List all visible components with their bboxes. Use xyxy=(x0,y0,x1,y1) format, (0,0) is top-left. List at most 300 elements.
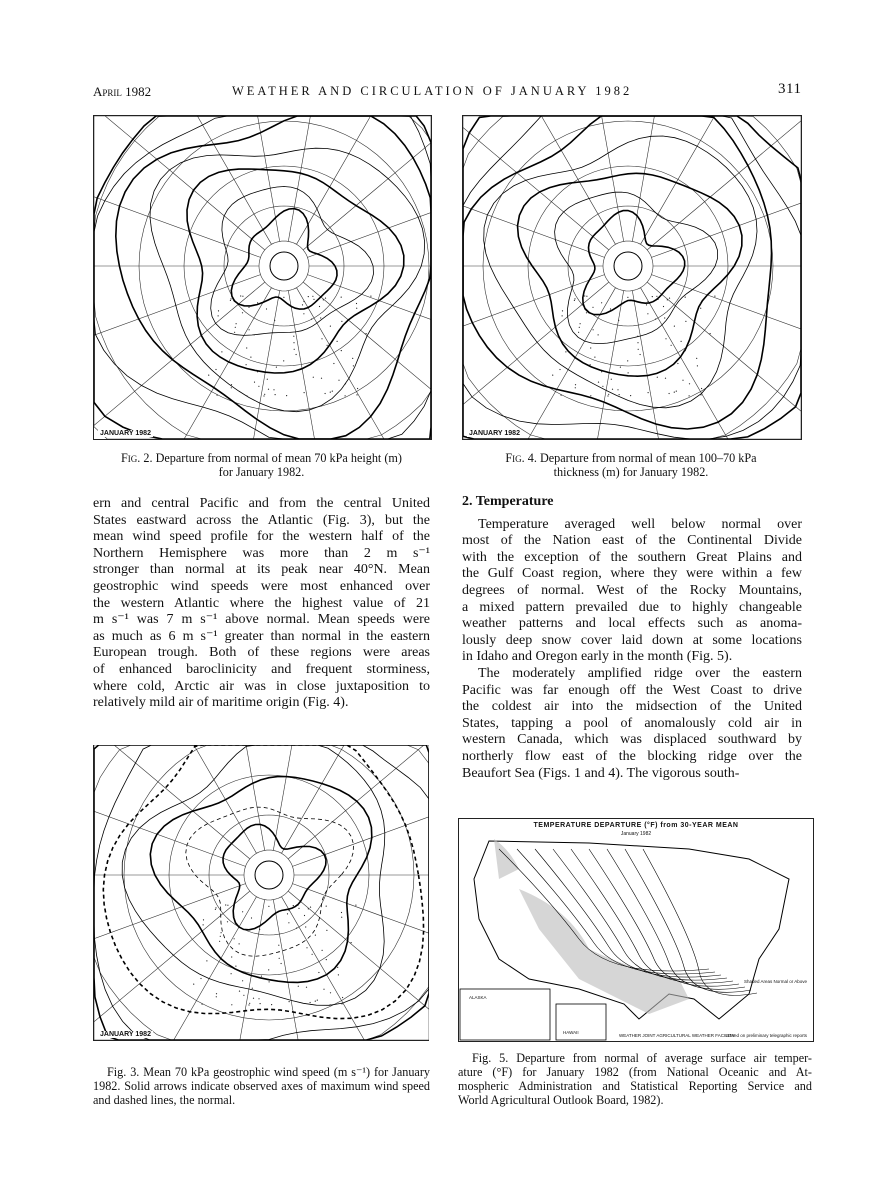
land-stipple xyxy=(310,907,311,908)
land-stipple xyxy=(592,307,593,308)
land-stipple xyxy=(337,341,338,342)
land-stipple xyxy=(323,989,324,990)
land-stipple xyxy=(355,905,356,906)
land-stipple xyxy=(320,317,321,318)
land-stipple xyxy=(701,388,702,389)
land-stipple xyxy=(326,930,327,931)
land-stipple xyxy=(231,384,232,385)
land-stipple xyxy=(218,310,219,311)
text-line: Temperature averaged well below normal over xyxy=(478,516,802,532)
land-stipple xyxy=(278,945,279,946)
longitude-line xyxy=(282,745,345,853)
text-line: western Canada, which was displaced southward by xyxy=(462,732,802,748)
shaded-normal-area xyxy=(494,839,519,879)
land-stipple xyxy=(657,299,658,300)
land-stipple xyxy=(700,394,701,395)
land-stipple xyxy=(296,928,297,929)
land-stipple xyxy=(267,379,268,380)
land-stipple xyxy=(242,911,243,912)
map-subtitle: January 1982 xyxy=(620,831,652,837)
land-stipple xyxy=(637,342,638,343)
land-stipple xyxy=(586,296,587,297)
land-stipple xyxy=(263,395,264,396)
longitude-line xyxy=(94,884,246,939)
longitude-line xyxy=(246,745,265,850)
land-stipple xyxy=(294,349,295,350)
north-pole-marker xyxy=(614,252,642,280)
land-stipple xyxy=(258,386,259,387)
north-pole-marker xyxy=(270,252,298,280)
land-stipple xyxy=(288,910,289,911)
figure-3-caption xyxy=(93,1065,430,1107)
land-stipple xyxy=(242,296,243,297)
text-line: The moderately amplified ridge over the eastern xyxy=(478,665,802,681)
land-stipple xyxy=(312,296,313,297)
text-line: of enhanced baroclinicity and frequent storminess, xyxy=(93,661,430,677)
text-line: mean wind speed profile for the western half of the xyxy=(93,529,430,545)
land-stipple xyxy=(657,377,658,378)
left-column-text xyxy=(93,496,430,712)
land-stipple xyxy=(330,392,331,393)
land-stipple xyxy=(298,908,299,909)
longitude-line xyxy=(647,121,801,250)
land-stipple xyxy=(598,382,599,383)
land-stipple xyxy=(610,308,611,309)
land-stipple xyxy=(594,357,595,358)
longitude-line xyxy=(282,897,365,1040)
longitude-line xyxy=(254,291,280,439)
land-stipple xyxy=(330,326,331,327)
map-legend: Shaded Areas Normal or Above xyxy=(743,979,807,984)
land-stipple xyxy=(628,372,629,373)
land-stipple xyxy=(217,395,218,396)
land-stipple xyxy=(647,313,648,314)
land-stipple xyxy=(341,321,342,322)
longitude-line xyxy=(641,288,728,439)
land-stipple xyxy=(284,372,285,373)
text-line: where cold, Arctic air was in close juxtaposition to xyxy=(93,678,430,694)
land-stipple xyxy=(248,1004,249,1005)
caption-text: ature (°F) for January 1982 (from National Oceanic and At- xyxy=(458,1065,812,1079)
land-stipple xyxy=(274,320,275,321)
land-stipple xyxy=(685,350,686,351)
land-stipple xyxy=(311,319,312,320)
land-stipple xyxy=(298,986,299,987)
text-line: the Gulf Coast region, where they were within a few xyxy=(462,566,802,582)
land-stipple xyxy=(315,1001,316,1002)
contour-line xyxy=(94,745,429,1040)
map-title: TEMPERATURE DEPARTURE (°F) from 30-YEAR MEAN xyxy=(533,822,739,829)
land-stipple xyxy=(584,295,585,296)
longitude-line xyxy=(647,282,801,411)
text-line: degrees of normal. West of the Rocky Mountains, xyxy=(462,582,802,598)
map-date-label: JANUARY 1982 xyxy=(469,430,520,437)
longitude-line xyxy=(94,891,250,1022)
land-stipple xyxy=(243,995,244,996)
caption-label: Fig. 4. xyxy=(505,451,537,465)
land-stipple xyxy=(648,392,649,393)
land-stipple xyxy=(200,978,201,979)
land-stipple xyxy=(321,338,322,339)
text-line: as much as 6 m s⁻¹ greater than normal in the eastern xyxy=(93,628,430,644)
longitude-line xyxy=(288,891,429,1009)
land-stipple xyxy=(607,395,608,396)
land-stipple xyxy=(231,1004,232,1005)
land-stipple xyxy=(257,302,258,303)
text-line: most of the Nation east of the Continental Divide xyxy=(462,533,802,549)
land-stipple xyxy=(370,296,371,297)
land-stipple xyxy=(323,299,324,300)
page-number: 311 xyxy=(778,81,802,97)
land-stipple xyxy=(306,947,307,948)
longitude-line xyxy=(288,745,424,859)
land-stipple xyxy=(216,996,217,997)
longitude-line xyxy=(308,275,432,320)
land-stipple xyxy=(655,319,656,320)
caption-text: thickness (m) for January 1982. xyxy=(553,465,709,479)
latitude-circle xyxy=(94,116,431,439)
land-stipple xyxy=(260,1003,261,1004)
land-stipple xyxy=(578,332,579,333)
land-stipple xyxy=(357,388,358,389)
contour-line xyxy=(94,116,431,439)
land-stipple xyxy=(667,299,668,300)
land-stipple xyxy=(203,919,204,920)
map-date-label: JANUARY 1982 xyxy=(100,430,151,437)
land-stipple xyxy=(286,395,287,396)
land-stipple xyxy=(193,984,194,985)
land-stipple xyxy=(288,922,289,923)
land-stipple xyxy=(689,395,690,396)
land-stipple xyxy=(341,297,342,298)
land-stipple xyxy=(319,306,320,307)
figure-4-caption xyxy=(462,451,800,479)
land-stipple xyxy=(215,909,216,910)
caption-text: Departure from normal of mean 100–70 kPa xyxy=(539,451,757,465)
caption-text: and dashed lines, the normal. xyxy=(93,1093,236,1107)
land-stipple xyxy=(293,336,294,337)
figure-5-map xyxy=(458,818,814,1042)
land-stipple xyxy=(303,313,304,314)
text-line: the coldest air into the midsection of the United xyxy=(462,699,802,715)
text-line: ern and central Pacific and from the central United xyxy=(93,496,430,511)
land-stipple xyxy=(306,987,307,988)
land-stipple xyxy=(356,303,357,304)
land-stipple xyxy=(590,347,591,348)
land-stipple xyxy=(268,969,269,970)
land-stipple xyxy=(352,358,353,359)
longitude-line xyxy=(293,817,430,867)
land-stipple xyxy=(293,905,294,906)
land-stipple xyxy=(620,367,621,368)
section-heading: 2. Temperature xyxy=(462,494,554,509)
land-stipple xyxy=(257,371,258,372)
land-stipple xyxy=(579,327,580,328)
text-line: m s⁻¹ was 7 m s⁻¹ above normal. Mean speeds were xyxy=(93,612,430,628)
land-stipple xyxy=(552,375,553,376)
text-line: States eastward across the Atlantic (Fig. 3), but the xyxy=(93,512,430,528)
land-stipple xyxy=(279,958,280,959)
land-stipple xyxy=(271,1004,272,1005)
us-temperature-map xyxy=(459,819,813,1041)
land-stipple xyxy=(231,387,232,388)
land-stipple xyxy=(326,906,327,907)
land-stipple xyxy=(227,905,228,906)
inset-alaska-label: ALASKA xyxy=(469,995,487,1000)
land-stipple xyxy=(664,317,665,318)
land-stipple xyxy=(254,382,255,383)
land-stipple xyxy=(590,364,591,365)
land-stipple xyxy=(574,300,575,301)
land-stipple xyxy=(341,917,342,918)
longitude-line xyxy=(641,116,715,244)
text-line: lously deep snow cover laid down at some locations xyxy=(462,632,802,648)
land-stipple xyxy=(248,307,249,308)
land-stipple xyxy=(302,304,303,305)
land-stipple xyxy=(351,942,352,943)
land-stipple xyxy=(710,333,711,334)
land-stipple xyxy=(561,395,562,396)
inset-hawaii-label: HAWAII xyxy=(563,1030,579,1035)
land-stipple xyxy=(682,380,683,381)
text-line: States, tapping a pool of anomalously cold air in xyxy=(462,715,802,731)
land-stipple xyxy=(345,395,346,396)
land-stipple xyxy=(601,302,602,303)
land-stipple xyxy=(269,981,270,982)
land-stipple xyxy=(575,387,576,388)
land-stipple xyxy=(612,389,613,390)
land-stipple xyxy=(293,342,294,343)
longitude-line xyxy=(632,116,654,241)
longitude-line xyxy=(273,745,292,850)
land-stipple xyxy=(326,959,327,960)
text-line: relatively mild air of maritime origin (Fig. 4). xyxy=(93,695,349,711)
land-stipple xyxy=(325,393,326,394)
figure-4-map xyxy=(462,115,802,440)
land-stipple xyxy=(342,997,343,998)
land-stipple xyxy=(601,371,602,372)
land-stipple xyxy=(322,950,323,951)
land-stipple xyxy=(313,377,314,378)
land-stipple xyxy=(562,315,563,316)
land-stipple xyxy=(227,921,228,922)
polar-map-fig4 xyxy=(463,116,801,439)
latitude-circle xyxy=(94,745,429,1040)
land-stipple xyxy=(669,298,670,299)
land-stipple xyxy=(276,367,277,368)
text-line: Beaufort Sea (Figs. 1 and 4). The vigorous south- xyxy=(462,765,740,781)
land-stipple xyxy=(663,306,664,307)
caption-text: mospheric Administration and Statistical Reporting Service and xyxy=(458,1079,812,1093)
land-stipple xyxy=(239,991,240,992)
land-stipple xyxy=(202,1004,203,1005)
running-header-title: WEATHER AND CIRCULATION OF JANUARY 1982 xyxy=(232,84,633,98)
land-stipple xyxy=(353,365,354,366)
land-stipple xyxy=(676,391,677,392)
land-stipple xyxy=(225,904,226,905)
land-stipple xyxy=(242,980,243,981)
text-line: weather patterns and local effects such as anoma- xyxy=(462,616,802,632)
land-stipple xyxy=(580,323,581,324)
land-stipple xyxy=(618,320,619,321)
text-line: northerly flow east of the blocking ridge over the xyxy=(462,748,802,764)
land-stipple xyxy=(669,393,670,394)
land-stipple xyxy=(637,336,638,337)
caption-text: Fig. 3. Mean 70 kPa geostrophic wind speed (m s⁻¹) for January xyxy=(107,1065,430,1079)
land-stipple xyxy=(674,326,675,327)
right-column-text xyxy=(462,494,802,782)
land-stipple xyxy=(216,993,217,994)
land-stipple xyxy=(281,963,282,964)
land-stipple xyxy=(318,972,319,973)
land-stipple xyxy=(611,379,612,380)
land-stipple xyxy=(714,296,715,297)
land-stipple xyxy=(330,992,331,993)
land-stipple xyxy=(602,386,603,387)
land-stipple xyxy=(313,299,314,300)
longitude-line xyxy=(463,128,609,250)
longitude-line xyxy=(258,116,280,241)
land-stipple xyxy=(266,308,267,309)
land-stipple xyxy=(696,358,697,359)
land-stipple xyxy=(315,935,316,936)
land-stipple xyxy=(317,1000,318,1001)
land-stipple xyxy=(231,973,232,974)
land-stipple xyxy=(627,297,628,298)
land-stipple xyxy=(219,941,220,942)
land-stipple xyxy=(310,1002,311,1003)
figure-3-map xyxy=(93,745,429,1041)
land-stipple xyxy=(685,321,686,322)
land-stipple xyxy=(203,924,204,925)
land-stipple xyxy=(356,394,357,395)
figure-5-caption xyxy=(458,1051,812,1107)
land-stipple xyxy=(332,391,333,392)
land-stipple xyxy=(689,383,690,384)
land-stipple xyxy=(646,304,647,305)
land-stipple xyxy=(327,345,328,346)
land-stipple xyxy=(303,301,304,302)
land-stipple xyxy=(259,929,260,930)
land-stipple xyxy=(289,1001,290,1002)
land-stipple xyxy=(215,369,216,370)
caption-label: Fig. 2. xyxy=(121,451,153,465)
text-line: Northern Hemisphere was more than 2 m s⁻¹ xyxy=(93,545,430,561)
latitude-circle xyxy=(94,116,431,439)
land-stipple xyxy=(325,298,326,299)
land-stipple xyxy=(251,917,252,918)
longitude-line xyxy=(94,275,261,336)
land-stipple xyxy=(221,932,222,933)
land-stipple xyxy=(239,943,240,944)
caption-text: World Agricultural Outlook Board, 1982). xyxy=(458,1093,664,1107)
land-stipple xyxy=(559,369,560,370)
land-stipple xyxy=(356,308,357,309)
longitude-line xyxy=(308,213,432,258)
land-stipple xyxy=(341,1003,342,1004)
land-stipple xyxy=(249,329,250,330)
land-stipple xyxy=(236,323,237,324)
land-stipple xyxy=(665,338,666,339)
land-stipple xyxy=(674,392,675,393)
land-stipple xyxy=(231,956,232,957)
land-stipple xyxy=(249,1003,250,1004)
polar-map-fig2 xyxy=(94,116,431,439)
land-stipple xyxy=(215,907,216,908)
caption-text: 1982. Solid arrows indicate observed axes of maximum wind speed xyxy=(93,1079,430,1093)
longitude-line xyxy=(303,143,431,250)
text-line: in Idaho and Oregon early in the month (Fig. 5). xyxy=(462,649,733,665)
land-stipple xyxy=(308,296,309,297)
land-stipple xyxy=(233,916,234,917)
land-stipple xyxy=(252,988,253,989)
land-stipple xyxy=(230,300,231,301)
land-stipple xyxy=(273,389,274,390)
land-stipple xyxy=(574,298,575,299)
land-stipple xyxy=(258,998,259,999)
land-stipple xyxy=(647,301,648,302)
land-stipple xyxy=(638,349,639,350)
land-stipple xyxy=(242,312,243,313)
text-line: European trough. Both of these regions were areas xyxy=(93,645,430,661)
land-stipple xyxy=(598,334,599,335)
polar-map-fig3 xyxy=(94,745,429,1040)
figure-2-map xyxy=(93,115,432,440)
land-stipple xyxy=(235,966,236,967)
land-stipple xyxy=(246,395,247,396)
text-line: a mixed pattern prevailed due to highly changeable xyxy=(462,599,802,615)
land-stipple xyxy=(337,967,338,968)
map-facility-note: WEATHER JOINT AGRICULTURAL WEATHER FACILITY xyxy=(619,1033,735,1038)
caption-text: for January 1982. xyxy=(218,465,305,479)
figure-2-caption xyxy=(93,451,430,479)
land-stipple xyxy=(308,908,309,909)
land-stipple xyxy=(321,378,322,379)
land-stipple xyxy=(697,365,698,366)
land-stipple xyxy=(206,960,207,961)
land-stipple xyxy=(296,354,297,355)
land-stipple xyxy=(677,363,678,364)
land-stipple xyxy=(617,389,618,390)
land-stipple xyxy=(330,1004,331,1005)
land-stipple xyxy=(304,392,305,393)
contour-line xyxy=(94,745,429,1040)
text-line: Pacific was far enough off the West Coast to drive xyxy=(462,682,802,698)
land-stipple xyxy=(287,913,288,914)
land-stipple xyxy=(700,303,701,304)
land-stipple xyxy=(304,915,305,916)
land-stipple xyxy=(221,351,222,352)
land-stipple xyxy=(234,332,235,333)
text-line: stronger than normal at its peak near 40°N. Mean xyxy=(93,562,430,578)
land-stipple xyxy=(700,308,701,309)
latitude-circle xyxy=(94,745,429,1040)
land-stipple xyxy=(575,384,576,385)
land-stipple xyxy=(250,357,251,358)
land-stipple xyxy=(671,345,672,346)
land-stipple xyxy=(254,334,255,335)
land-stipple xyxy=(341,350,342,351)
land-stipple xyxy=(665,378,666,379)
text-line: geostrophic wind speeds were most enhanced over xyxy=(93,578,430,594)
land-stipple xyxy=(218,315,219,316)
caption-text: Departure from normal of mean 70 kPa height (m) xyxy=(155,451,402,465)
longitude-line xyxy=(598,291,624,439)
land-stipple xyxy=(220,936,221,937)
caption-text: Fig. 5. Departure from normal of average surface air temper- xyxy=(472,1051,812,1065)
land-stipple xyxy=(283,297,284,298)
land-stipple xyxy=(297,905,298,906)
